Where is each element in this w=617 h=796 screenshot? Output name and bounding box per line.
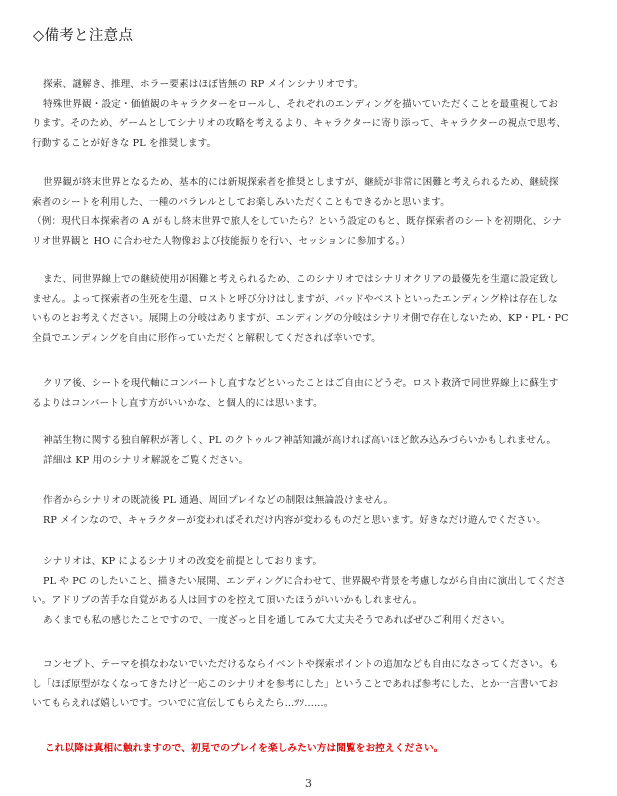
paragraph-line: い。アドリブの苦手な自覚がある人は回すのを控えて頂いたほうがいいかもしれません。: [32, 595, 423, 606]
paragraph-line: PL や PC のしたいこと、描きたい展開、エンディングに合わせて、世界観や背景を考慮しながら自由に演出してくださ: [43, 575, 566, 587]
paragraph-line: 特殊世界観・設定・価値観のキャラクターをロールし、それぞれのエンディングを描いていただくことを最重視してお: [43, 98, 559, 110]
paragraph-line: 行動することが好きな PL を推奨します。: [32, 137, 217, 149]
paragraph-line: クリア後、シートを現代軸にコンバートし直すなどといったことはご自由にどうぞ。ロスト救済で同世界線上に蘇生す: [43, 378, 559, 389]
paragraph-line: リオ世界観と HO に合わせた人物像および技能振りを行い、セッションに参加する。）: [32, 235, 411, 247]
paragraph-line: ません。よって探索者の生死を生還、ロストと呼び分けはしますが、バッドやベストといったエンディング枠は存在しな: [32, 293, 558, 305]
paragraph-line: （例：現代日本探索者の A がもし終末世界で旅人をしていたら？という設定のもと、既存探索者のシートを初期化、シナ: [32, 216, 562, 227]
paragraph-line: 世界観が終末世界となるため、基本的には新規探索者を推奨としますが、継続が非常に困難と考えられるため、継続探: [43, 177, 559, 188]
paragraph-line: RP メインなので、キャラクターが変わればそれだけ内容が変わるものだと思います。好きなだけ遊んでください。: [43, 514, 547, 526]
paragraph-line: 作者からシナリオの既読後 PL 通過、周回プレイなどの制限は無論設けません。: [43, 495, 394, 506]
paragraph-line: コンセプト、テーマを損なわないでいただけるならイベントや探索ポイントの追加なども自由になさってください。も: [43, 659, 559, 670]
paragraph-line: 探索、謎解き、推理、ホラー要素はほぼ皆無の RP メインシナリオです。: [43, 79, 364, 90]
paragraph-ending: [32, 270, 589, 348]
paragraph-rp-main: [32, 75, 589, 153]
paragraph-line: いものとお考えください。展開上の分岐はありますが、エンディングの分岐はシナリオ側で存在しないため、KP・PL・PC: [32, 313, 569, 324]
paragraph-convert: [32, 374, 589, 413]
paragraph-line: シナリオは、KP によるシナリオの改変を前提としております。: [43, 556, 323, 567]
paragraph-new-investigator: [32, 173, 589, 251]
paragraph-line: 神話生物に関する独自解釈が著しく、PL のクトゥルフ神話知識が高ければ高いほど飲み込みづらいかもしれません。: [43, 435, 557, 446]
paragraph-line: 全員でエンディングを自由に形作っていただくと解釈してくだされば幸いです。: [32, 332, 382, 344]
paragraph-line: 詳細は KP 用のシナリオ解説をご覧ください。: [43, 454, 249, 466]
spoiler-warning: これ以降は真相に触れますので、初見でのプレイを楽しみたい方は閲覧をお控えください。: [45, 743, 444, 754]
paragraph-line: るよりはコンバートし直す方がいいかな、と個人的には思います。: [32, 397, 323, 409]
section-title: ◇備考と注意点: [33, 28, 134, 44]
paragraph-line: ります。そのため、ゲームとしてシナリオの攻略を考えるより、キャラクターに寄り添って、キャラクターの視点で思考、: [32, 118, 567, 129]
paragraph-mythos: [32, 431, 589, 470]
paragraph-kp-adapt: [32, 552, 589, 630]
paragraph-replay: [32, 491, 589, 530]
paragraph-concept: [32, 655, 589, 714]
paragraph-line: また、同世界線上での継続使用が困難と考えられるため、このシナリオではシナリオクリアの最優先を生還に設定致し: [43, 274, 559, 285]
paragraph-line: いてもらえれば嬉しいです。ついでに宣伝してもらえたら…ﾂｿ……。: [32, 698, 334, 709]
paragraph-line: し「ほぼ原型がなくなってきたけど一応このシナリオを参考にした」ということであれば参考にした、とか一言書いてお: [32, 678, 559, 690]
paragraph-line: あくまでも私の感じたことですので、一度ざっと目を通してみて大丈夫そうであればぜひご利用ください。: [43, 614, 511, 626]
page-number: 3: [305, 777, 312, 790]
paragraph-line: 索者のシートを利用した、一種のパラレルとしてお楽しみいただくこともできるかと思います。: [32, 196, 450, 208]
